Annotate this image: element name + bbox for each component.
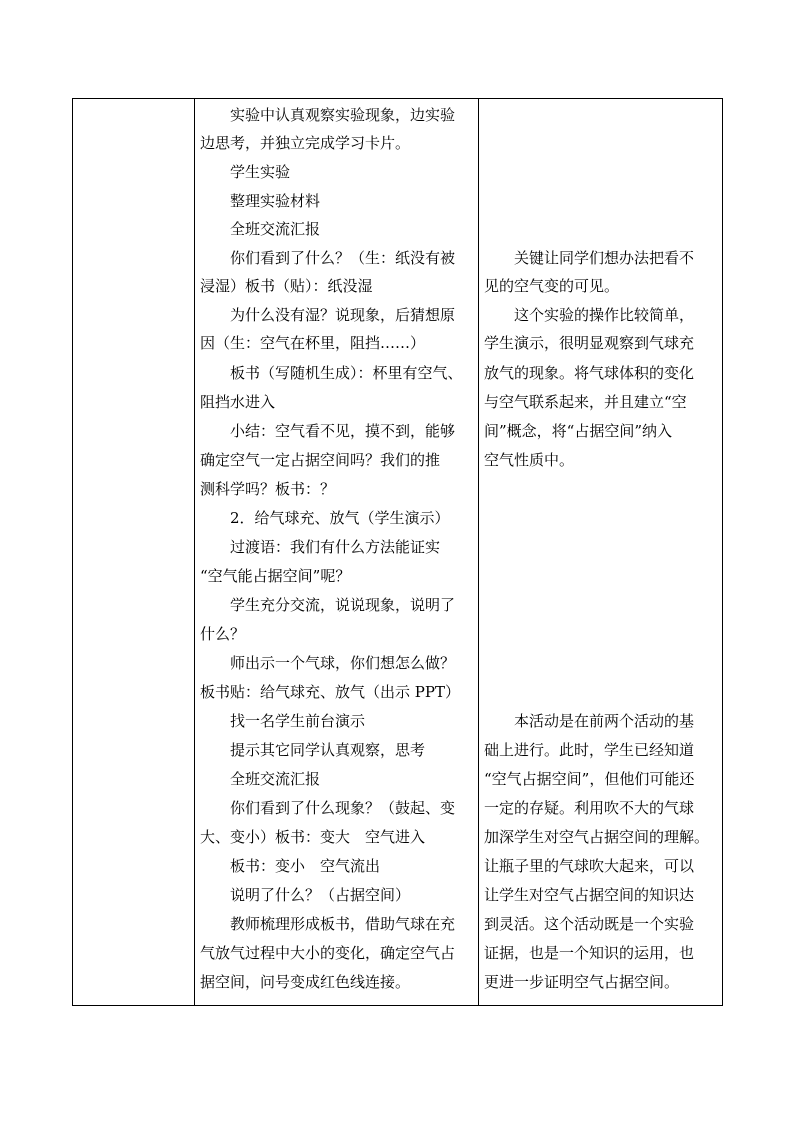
lesson-plan-table	[72, 98, 723, 1006]
text-line: 一定的存疑。利用吹不大的气球	[484, 799, 695, 817]
text-line: 提示其它同学认真观察，思考	[230, 741, 426, 759]
text-line: 你们看到了什么现象？（鼓起、变	[230, 799, 456, 817]
text-line: 板书：变小 空气流出	[230, 857, 381, 875]
text-line: 你们看到了什么？（生：纸没有被	[230, 249, 456, 267]
text-line: 找一名学生前台演示	[230, 712, 366, 730]
text-line: 全班交流汇报	[230, 770, 321, 788]
text-line: 确定空气一定占据空间吗？我们的推	[200, 451, 441, 469]
text-line: 大、变小）板书：变大 空气进入	[200, 828, 426, 846]
text-line: 气放气过程中大小的变化，确定空气占	[200, 944, 456, 962]
text-line: 与空气联系起来，并且建立“空	[484, 393, 687, 411]
text-line: 学生实验	[230, 163, 291, 181]
text-line: 础上进行。此时，学生已经知道	[484, 741, 695, 759]
text-line: 板书（写随机生成）：杯里有空气、	[230, 364, 463, 382]
text-line: 整理实验材料	[230, 192, 321, 210]
text-line: 加深学生对空气占据空间的理解。	[484, 828, 710, 846]
text-line: 空气性质中。	[484, 451, 575, 469]
text-line: 证据，也是一个知识的运用，也	[484, 944, 695, 962]
text-line: 测科学吗？板书：？	[200, 480, 336, 498]
text-line: “空气能占据空间”呢？	[200, 567, 351, 585]
text-line: 这个实验的操作比较简单，	[514, 306, 695, 324]
left-column-cell	[73, 99, 194, 1005]
text-line: 说明了什么？（占据空间）	[230, 886, 411, 904]
text-line: 见的空气变的可见。	[484, 277, 620, 295]
text-line: 学生演示，很明显观察到气球充	[484, 334, 695, 352]
column-divider	[194, 99, 195, 1005]
text-line: 间”概念，将“占据空间”纳入	[484, 422, 673, 440]
text-line: 让瓶子里的气球吹大起来，可以	[484, 857, 695, 875]
text-line: 板书贴：给气球充、放气（出示 PPT）	[200, 683, 460, 701]
column-divider	[478, 99, 479, 1005]
text-line: 什么？	[200, 625, 246, 643]
text-line: 边思考，并独立完成学习卡片。	[200, 134, 411, 152]
text-line: 本活动是在前两个活动的基	[514, 712, 695, 730]
text-line: “空气占据空间”，但他们可能还	[484, 770, 695, 788]
text-line: 因（生：空气在杯里，阻挡……）	[200, 334, 426, 352]
text-line: 放气的现象。将气球体积的变化	[484, 364, 695, 382]
text-line: 过渡语：我们有什么方法能证实	[230, 538, 441, 556]
text-line: 为什么没有湿？说现象，后猜想原	[230, 306, 456, 324]
text-line: 全班交流汇报	[230, 220, 321, 238]
text-line: 到灵活。这个活动既是一个实验	[484, 915, 695, 933]
text-line: 浸湿）板书（贴）：纸没湿	[200, 277, 373, 295]
text-line: 实验中认真观察实验现象，边实验	[230, 106, 456, 124]
text-line: 让学生对空气占据空间的知识达	[484, 886, 695, 904]
text-line: 2．给气球充、放气（学生演示）	[230, 509, 450, 527]
text-line: 小结：空气看不见，摸不到，能够	[230, 422, 456, 440]
text-line: 学生充分交流，说说现象，说明了	[230, 596, 456, 614]
text-line: 据空间，问号变成红色线连接。	[200, 973, 411, 991]
text-line: 教师梳理形成板书，借助气球在充	[230, 915, 456, 933]
text-line: 师出示一个气球，你们想怎么做？	[230, 654, 456, 672]
text-line: 关键让同学们想办法把看不	[514, 249, 695, 267]
text-line: 更进一步证明空气占据空间。	[484, 973, 680, 991]
text-line: 阻挡水进入	[200, 393, 276, 411]
